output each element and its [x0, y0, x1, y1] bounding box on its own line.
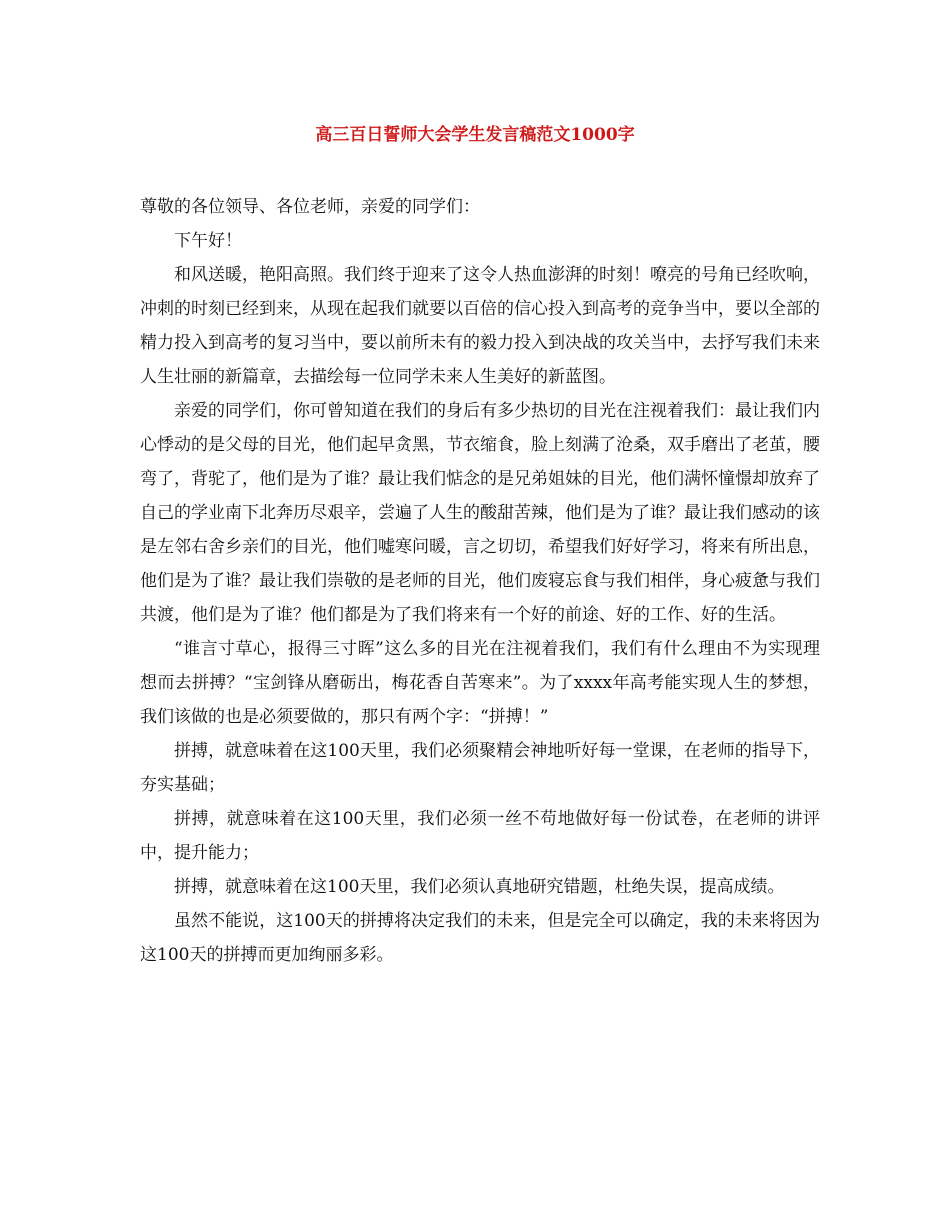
salutation: 尊敬的各位领导、各位老师，亲爱的同学们：: [140, 197, 480, 217]
paragraph-strive-listen: 拼搏，就意味着在这100天里，我们必须聚精会神地听好每一堂课，在老师的指导下，夯实基础；: [140, 741, 820, 795]
paragraph-greeting: 下午好！: [174, 231, 242, 251]
paragraph-closing: 虽然不能说，这100天的拼搏将决定我们的未来，但是完全可以确定，我的未来将因为这100天的拼搏而更加绚丽多彩。: [140, 911, 820, 965]
paragraph-strive-exams: 拼搏，就意味着在这100天里，我们必须一丝不苟地做好每一份试卷，在老师的讲评中，提升能力；: [140, 809, 820, 863]
paragraph-gazes: 亲爱的同学们，你可曾知道在我们的身后有多少热切的目光在注视着我们：最让我们内心悸动的是父母的目光，他们起早贪黑，节衣缩食，脸上刻满了沧桑，双手磨出了老茧，腰弯了，背驼了，他们是为了谁？最让我们惦念的是兄弟姐妹的目光，他们满怀憧憬却放弃了自己的学业南下北奔历尽艰辛，尝遍了人生的酸甜苦辣，他们是为了谁？最让我们感动的该是左邻右舍乡亲们的目光，他们嘘寒问暖，言之切切，希望我们好好学习，将来有所出息，他们是为了谁？最让我们崇敬的是老师的目光，他们废寝忘食与我们相伴，身心疲惫与我们共渡，他们是为了谁？他们都是为了我们将来有一个好的前途、好的工作、好的生活。: [140, 401, 820, 625]
paragraph-opening: 和风送暖，艳阳高照。我们终于迎来了这令人热血澎湃的时刻！嘹亮的号角已经吹响，冲刺的时刻已经到来，从现在起我们就要以百倍的信心投入到高考的竞争当中，要以全部的精力投入到高考的复习当中，要以前所未有的毅力投入到决战的攻关当中，去抒写我们未来人生壮丽的新篇章，去描绘每一位同学未来人生美好的新蓝图。: [140, 265, 820, 387]
document-title: 高三百日誓师大会学生发言稿范文1000字: [315, 125, 635, 145]
document-body: [140, 190, 820, 972]
paragraph-strive: “谁言寸草心，报得三寸晖”这么多的目光在注视着我们，我们有什么理由不为实现理想而去拼搏？“宝剑锋从磨砺出，梅花香自苦寒来”。为了xxxx年高考能实现人生的梦想，我们该做的也是必须要做的，那只有两个字：“拼搏！”: [140, 639, 820, 727]
paragraph-strive-errors: 拼搏，就意味着在这100天里，我们必须认真地研究错题，杜绝失误，提高成绩。: [174, 877, 785, 897]
